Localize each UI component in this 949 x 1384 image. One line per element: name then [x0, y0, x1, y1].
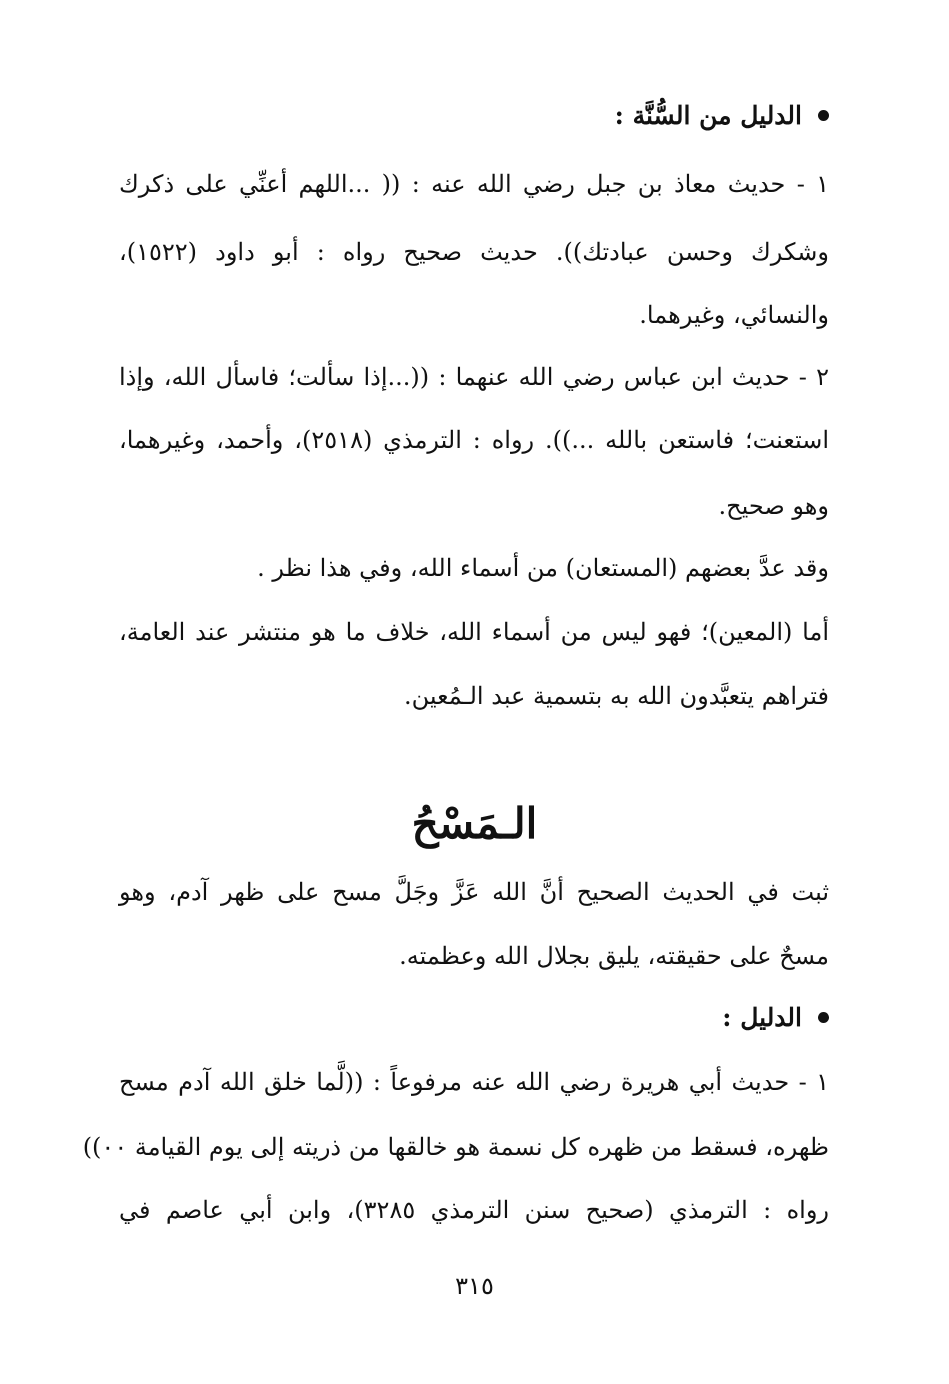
section-line-2: مسحٌ على حقيقته، يليق بجلال الله وعظمته. — [399, 942, 829, 970]
sunnah-line-1: ١ - حديث معاذ بن جبل رضي الله عنه : (( ...اللهم أعنِّي على ذكرك — [119, 170, 829, 198]
sunnah-line-7: وقد عدَّ بعضهم (المستعان) من أسماء الله، وفي هذا نظر . — [257, 554, 829, 582]
section-title: الـمَسْحُ — [411, 799, 538, 848]
sunnah-evidence-heading-text: الدليل من السُّنَّة : — [614, 101, 802, 130]
bullet-icon — [818, 110, 829, 121]
page-number: ٣١٥ — [455, 1272, 494, 1300]
evidence-heading — [119, 998, 829, 1038]
evidence-line-1: ١ - حديث أبي هريرة رضي الله عنه مرفوعاً : ((لَّما خلق الله آدم مسح — [119, 1068, 829, 1096]
evidence-line-3: رواه : الترمذي (صحيح سنن الترمذي ٣٢٨٥)، وابن أبي عاصم في — [119, 1196, 829, 1224]
sunnah-line-2: وشكرك وحسن عبادتك)). حديث صحيح رواه : أبو داود (١٥٢٢)، — [119, 238, 829, 266]
sunnah-line-6: وهو صحيح. — [718, 492, 829, 520]
sunnah-line-4: ٢ - حديث ابن عباس رضي الله عنهما : ((...إذا سألت؛ فاسأل الله، وإذا — [119, 363, 830, 391]
evidence-line-2: ظهره، فسقط من ظهره كل نسمة هو خالقها من ذريته إلى يوم القيامة ٠٠)) — [82, 1133, 829, 1161]
sunnah-line-8: أما (المعين)؛ فهو ليس من أسماء الله، خلاف ما هو منتشر عند العامة، — [119, 618, 829, 646]
sunnah-evidence-heading — [119, 96, 829, 136]
sunnah-line-5: استعنت؛ فاستعن بالله ...)). رواه : الترمذي (٢٥١٨)، وأحمد، وغيرهما، — [119, 426, 829, 454]
section-line-1: ثبت في الحديث الصحيح أنَّ الله عَزَّ وجَلَّ مسح على ظهر آدم، وهو — [119, 878, 829, 906]
bullet-icon — [818, 1012, 829, 1023]
evidence-heading-text: الدليل : — [722, 1003, 802, 1032]
sunnah-line-3: والنسائي، وغيرهما. — [639, 301, 829, 329]
sunnah-line-9: فتراهم يتعبَّدون الله به بتسمية عبد الـمُعين. — [403, 682, 829, 710]
